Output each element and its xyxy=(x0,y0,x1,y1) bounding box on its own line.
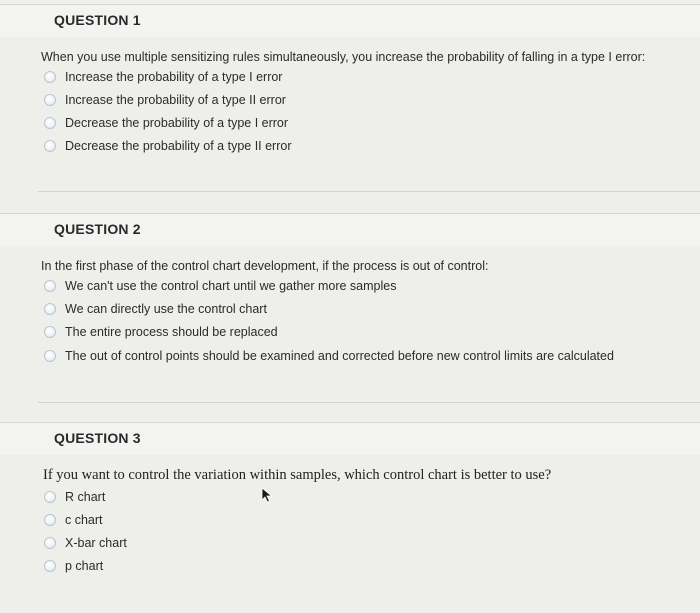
question-2-option-3[interactable] xyxy=(44,323,278,341)
question-1-option-1[interactable] xyxy=(44,68,282,86)
radio-button[interactable] xyxy=(44,537,56,549)
radio-button[interactable] xyxy=(44,71,56,83)
question-3-option-1[interactable] xyxy=(44,488,105,506)
option-label: c chart xyxy=(65,513,103,527)
question-1-text: When you use multiple sensitizing rules simultaneously, you increase the probability of falling in a type I error: xyxy=(41,50,646,64)
question-2-title: QUESTION 2 xyxy=(54,221,141,237)
option-label: Increase the probability of a type II error xyxy=(65,93,286,107)
option-label: The out of control points should be examined and corrected before new control limits are calculated xyxy=(65,349,614,363)
radio-button[interactable] xyxy=(44,514,56,526)
question-2-text: In the first phase of the control chart development, if the process is out of control: xyxy=(41,259,489,273)
question-1-option-3[interactable] xyxy=(44,114,288,132)
question-1-option-4[interactable] xyxy=(44,137,292,155)
radio-button[interactable] xyxy=(44,326,56,338)
question-3-text: If you want to control the variation within samples, which control chart is better to use? xyxy=(43,467,552,483)
radio-button[interactable] xyxy=(44,303,56,315)
option-label: The entire process should be replaced xyxy=(65,325,278,339)
option-label: Increase the probability of a type I error xyxy=(65,70,283,84)
question-1-option-2[interactable] xyxy=(44,91,286,109)
option-label: X-bar chart xyxy=(65,536,127,550)
radio-button[interactable] xyxy=(44,560,56,572)
question-3-title: QUESTION 3 xyxy=(54,430,141,446)
radio-button[interactable] xyxy=(44,350,56,362)
option-label: We can't use the control chart until we gather more samples xyxy=(65,279,397,293)
option-label: p chart xyxy=(65,559,104,573)
question-3-option-4[interactable] xyxy=(44,557,103,575)
radio-button[interactable] xyxy=(44,280,56,292)
question-2-option-2[interactable] xyxy=(44,300,267,318)
question-2-option-4[interactable] xyxy=(44,347,614,365)
divider xyxy=(38,402,700,403)
radio-button[interactable] xyxy=(44,491,56,503)
option-label: We can directly use the control chart xyxy=(65,302,267,316)
radio-button[interactable] xyxy=(44,140,56,152)
radio-button[interactable] xyxy=(44,94,56,106)
divider xyxy=(38,191,700,192)
option-label: Decrease the probability of a type II error xyxy=(65,139,292,153)
question-2-option-1[interactable] xyxy=(44,277,396,295)
question-1-title: QUESTION 1 xyxy=(54,12,141,28)
option-label: Decrease the probability of a type I error xyxy=(65,116,289,130)
option-label: R chart xyxy=(65,490,106,504)
radio-button[interactable] xyxy=(44,117,56,129)
question-3-option-2[interactable] xyxy=(44,511,103,529)
question-3-option-3[interactable] xyxy=(44,534,127,552)
